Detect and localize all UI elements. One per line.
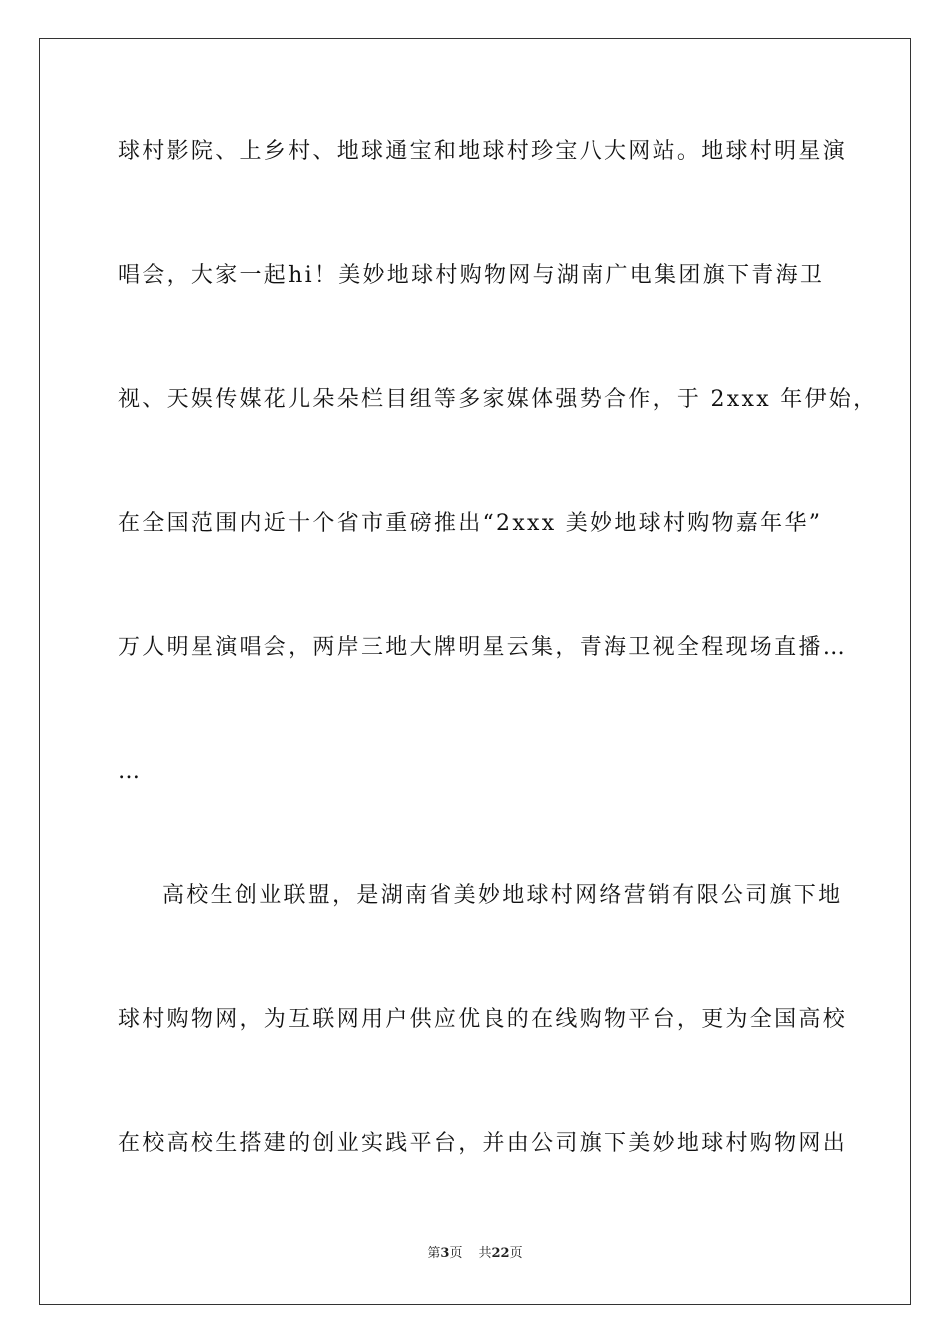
page-footer <box>0 1245 950 1263</box>
total-suffix: 页 <box>509 1246 523 1261</box>
paragraph-line: 在全国范围内近十个省市重磅推出“2xxx 美妙地球村购物嘉年华” <box>118 511 823 536</box>
page-prefix: 第 <box>427 1246 441 1261</box>
paragraph-line: 在校高校生搭建的创业实践平台，并由公司旗下美妙地球村购物网出 <box>118 1131 848 1156</box>
paragraph-line: 球村影院、上乡村、地球通宝和地球村珍宝八大网站。地球村明星演 <box>118 139 848 164</box>
page-number: 3 <box>440 1246 450 1261</box>
paragraph-line: 万人明星演唱会，两岸三地大牌明星云集，青海卫视全程现场直播… <box>118 635 848 660</box>
page-border <box>39 38 911 1305</box>
total-prefix: 共 <box>478 1246 492 1261</box>
paragraph-line: 高校生创业联盟，是湖南省美妙地球村网络营销有限公司旗下地 <box>162 883 843 908</box>
paragraph-line: 球村购物网，为互联网用户供应优良的在线购物平台，更为全国高校 <box>118 1007 848 1032</box>
total-pages: 22 <box>491 1246 510 1261</box>
paragraph-line: … <box>118 759 143 784</box>
page-suffix: 页 <box>449 1246 463 1261</box>
paragraph-line: 视、天娱传媒花儿朵朵栏目组等多家媒体强势合作，于 2xxx 年伊始， <box>118 387 878 412</box>
paragraph-line: 唱会，大家一起hi！美妙地球村购物网与湖南广电集团旗下青海卫 <box>118 263 825 288</box>
